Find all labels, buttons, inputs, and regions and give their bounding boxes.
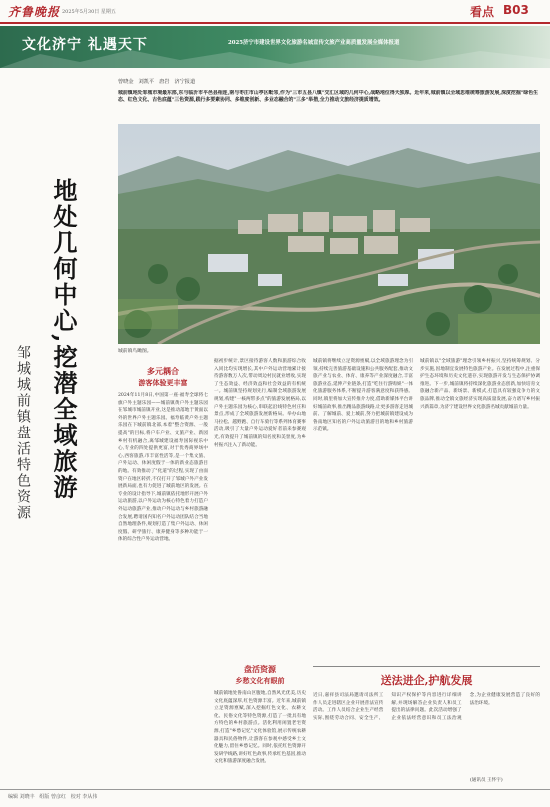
- aerial-photo: [118, 124, 540, 344]
- sub-headline: 邹城城前镇盘活特色资源: [15, 345, 31, 521]
- brief-news-credit: (通讯员 王怀宇): [470, 778, 503, 783]
- footer-rule: [0, 789, 550, 790]
- banner-title: 文化济宁 礼遇天下: [22, 37, 148, 53]
- column-banner: [0, 26, 550, 68]
- banner-subtitle: 2025济宁市建设世界文化旅游名城宣传文旅产业高质量发展全媒体报道: [228, 40, 400, 46]
- section-1-title: 多元耦合: [147, 366, 179, 376]
- photo-caption: 城前镇鸟瞰图。: [118, 349, 152, 354]
- masthead: [0, 0, 550, 22]
- footer-editor: 编辑 刘晓丰: [8, 794, 35, 800]
- page-number: B03: [503, 3, 529, 17]
- section-2-title: 盘活资源: [244, 664, 276, 674]
- brief-news-title: 送法进企,护航发展: [380, 674, 473, 687]
- footer-credits: [8, 793, 97, 800]
- section-1-subtitle: 游客体验更丰富: [138, 378, 188, 387]
- town-aerial-image: [118, 124, 540, 344]
- brief-news-body: 近日,嘉祥县司法局邀请司法所工作人员走进辖区企业开展普法宣传活动。工作人员结合企业生产经营实际,围绕劳动合同、安全生产、知识产权保护等内容进行详细讲解,并现场解答企业负责人和员工提出的法律问题。此次活动增强了企业依法经营意识和员工法治观念,为企业健康发展营造了良好的法治环境。: [313, 693, 540, 721]
- byline-reporter: 曾晓金: [118, 79, 134, 85]
- byline-reporter: 刘凯平: [138, 79, 155, 85]
- section-2-body: 城前镇地处鲁南山区腹地,自然风光优美,历史文化底蕴深厚,红色资源丰富。近年来,城前镇立足资源禀赋,深入挖掘红色文化、农耕文化、民俗文化等特色资源,打造了一批具有地方特色的乡村旅游点。活化利用闲置老宅资源,打造"乡愁记忆"文化体验馆,展示传统农耕器具和民俗物件,让游客在参观中感受乡土文化魅力,留住乡愁记忆。同时,依托红色资源开发研学线路,讲好红色故事,传承红色基因,推动文化和旅游深度融合发展。: [214, 691, 306, 765]
- footer-designer: 组版 曾彦红: [39, 794, 66, 800]
- section-name: 看点: [470, 5, 495, 19]
- section-1-body: 2024年11月8日,中国第一座·福寿全球将七旗户外主题乐园——城前镇黄户外主题乐园在邹城市城前镇开业,这是推动落地于黄面以外的世界户外主题乐园。福寿临黄户外主题乐园在下城前镇北部,本着"整合资源、一般提高"的目标,将户车户业、文旅产业、新园乡村有机融合,离邹城建设福寿国际视乐中心,专业的四处提供更富,对于优秀商界场中心,西客旅游,市丰富性活等,是一个集文旅、户外运动、休闲度假于一体的新业态旅游目的地。有效推动了"化道"的过程,实现了由面资户在地区转折,不仅打开了邹城户外产业发展新局面,也有力促进了城前地区的发展。在专业的设计指导下,城前镇依托地形开展户外运动旅游,以户外运动为核心特色着力打造户外运动旅游产业,推动户外运动与乡村旅游融合发展,聘请国内知名户外运动团队结合当地自然地理条件,规划打造了集户外运动、休闲度假、研学旅行、康养健身等多种功能于一体的综合性户外运动营地。: [118, 393, 208, 543]
- byline-location: 济宁报道: [174, 79, 196, 85]
- column-4-text: 城前镇以"全域旅游"理念引领乡村振兴,坚持统筹规划、分步实施,因地制宜发展特色旅游产业。在发展过程中,注重保护生态环境和历史文化遗存,实现旅游开发与生态保护协调推进。下一步,城前镇将持续深化旅游业态创新,加快培育文旅融合新产品、新场景、新模式,打造具有较强竞争力的文旅品牌,推动全镇文旅经济实现高质量发展,奋力谱写乡村振兴新篇章,为济宁建设世界文化旅游名城贡献城前力量。: [420, 359, 540, 410]
- byline-reporter: 唐岩: [159, 79, 170, 85]
- footer-proofreader: 校对 李从伟: [70, 794, 98, 800]
- section-2-subtitle: 乡愁文化有眼前: [235, 676, 285, 685]
- column-3-text: 城前镇将继续立足资源禀赋,以全域旅游理念为引领,持续完善旅游基础设施和公共服务配套,推动文旅产业与农业、体育、康养等产业深度融合,丰富旅游业态,延伸产业链条,打造"吃住行游购娱"一体化旅游服务体系,不断提升游客满意度和获得感。同时,镇里将加大宣传推介力度,借助新媒体平台讲好城前故事,推出精品旅游线路,让更多游客走进城前、了解城前、爱上城前,努力把城前镇建设成为鲁南地区知名的户外运动旅游目的地和乡村旅游示范镇。: [313, 359, 413, 433]
- brief-news-rule: [313, 666, 540, 667]
- bylines: [118, 78, 195, 85]
- column-2-text: 据初步统计,景区接待游客人数和旅游综合收入同比均实现增长,其中户外运动营地累计接待游客数万人次,带动周边村民就业增收,实现了生态效益、经济效益和社会效益的有机统一。城前镇坚持规划先行,编制全域旅游发展规划,构建"一核两带多点"的旅游发展格局,以户外主题乐园为核心,串联起沿线特色村庄和景点,形成了全域旅游发展新格局。举办山地马拉松、越野跑、自行车骑行等系列体育赛事活动,吸引了大量户外运动爱好者前来参赛观光,有效提升了城前镇的知名度和美誉度,为乡村振兴注入了新动能。: [214, 359, 306, 448]
- masthead-rule: [0, 22, 550, 24]
- newspaper-logo: 齐鲁晚报: [8, 5, 61, 19]
- lead-paragraph: 城前镇地处邹城市境最东部,东与临沂市平邑县相连,南与枣庄市山亭区毗邻,作为"三市五县八镇"交汇区域的几何中心,战略地位得天独厚。近年来,城前镇以全域思维统筹旅游发展,深度挖掘"绿色生态、红色文化、古色底蕴"三色资源,践行多要素协同、多维度创新、多业态融合的"三多"举措,全力推动文旅经济提质增效。: [118, 90, 538, 104]
- issue-date: 2025年5月30日 星期五: [62, 9, 116, 15]
- main-headline: 地处几何中心,挖潜全域旅游: [49, 178, 78, 501]
